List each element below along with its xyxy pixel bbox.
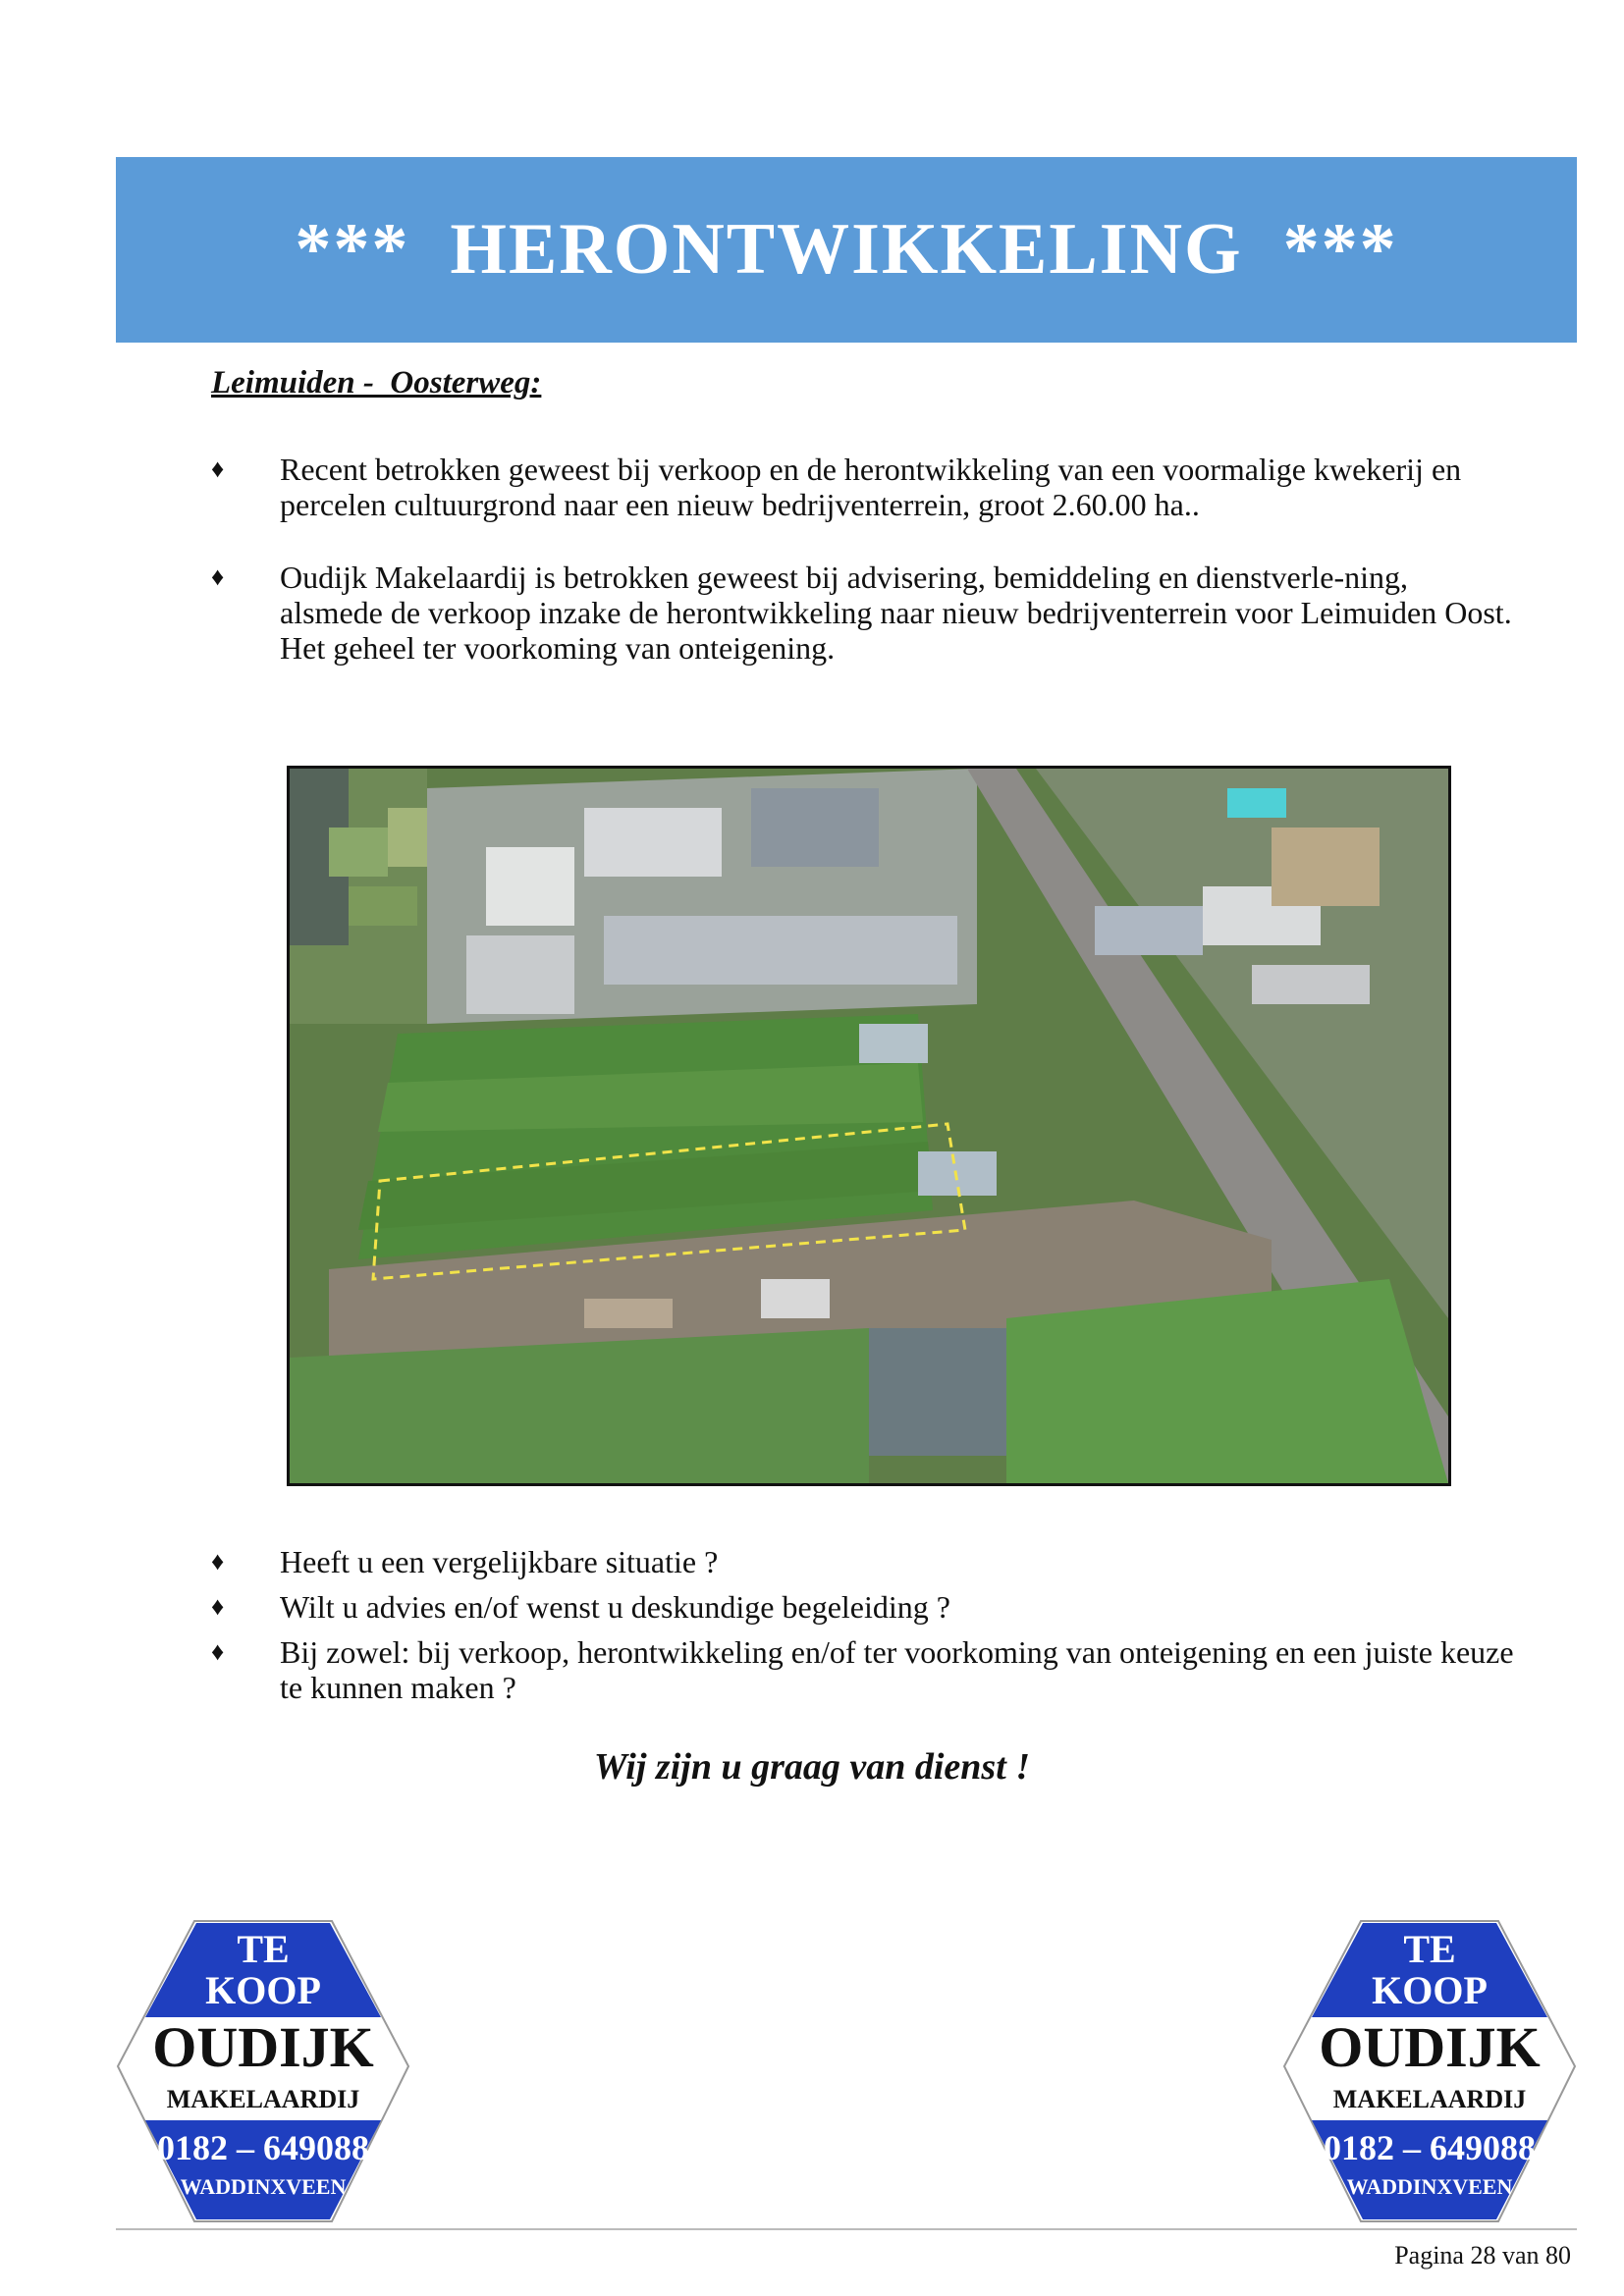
logo-line2: KOOP [1372, 1968, 1488, 2012]
title-banner [116, 157, 1577, 343]
logo-name: OUDIJK [1319, 2015, 1541, 2079]
logo-name: OUDIJK [152, 2015, 374, 2079]
list-item: ♦ Wilt u advies en/of wenst u deskundige begeleiding ? [211, 1589, 950, 1625]
diamond-bullet-icon: ♦ [211, 1592, 225, 1621]
logo-city: WADDINXVEEN [180, 2174, 347, 2199]
logo-line1: TE [1403, 1927, 1456, 1971]
list-item: ♦ Heeft u een vergelijkbare situatie ? [211, 1544, 719, 1579]
logo-line1: TE [237, 1927, 290, 1971]
diamond-bullet-icon: ♦ [211, 454, 225, 483]
logo-sub: MAKELAARDIJ [1332, 2085, 1527, 2113]
logo-phone: 0182 – 649088 [157, 2128, 369, 2167]
aerial-photo [287, 766, 1451, 1486]
oudijk-logo-left [116, 1919, 410, 2223]
diamond-bullet-icon: ♦ [211, 1637, 225, 1666]
diamond-bullet-icon: ♦ [211, 1547, 225, 1575]
diamond-bullet-icon: ♦ [211, 562, 225, 591]
question-bullet-list [211, 1544, 1517, 1715]
footer-divider [116, 2228, 1577, 2230]
logo-line2: KOOP [205, 1968, 321, 2012]
list-item: ♦ Bij zowel: bij verkoop, herontwikkeling en/of ter voorkoming van onteigening en een juiste keuze te kunnen maken ? [211, 1634, 1514, 1705]
page-number: Pagina 28 van 80 [1394, 2241, 1571, 2269]
closing-note: Het geheel ter voorkoming van onteigening. [280, 630, 836, 666]
logo-sub: MAKELAARDIJ [166, 2085, 360, 2113]
list-item: ♦ Oudijk Makelaardij is betrokken geweest bij advisering, bemiddeling en dienstverle-ning, alsmede de verkoop inzake de herontwikkeling naar nieuw bedrijventerrein voor Leimuiden Oost. Het geheel ter voorkoming van onteigening. [211, 560, 1512, 666]
location-heading: Leimuiden - Oosterweg: [211, 365, 542, 400]
list-item: ♦ Recent betrokken geweest bij verkoop en de herontwikkeling van een voormalige kwekerij en percelen cultuurgrond naar een nieuw bedrijventerrein, groot 2.60.00 ha.. [211, 452, 1462, 522]
page-title: *** HERONTWIKKELING *** [295, 209, 1398, 290]
intro-bullet-list [211, 452, 1517, 703]
slogan: Wij zijn u graag van dienst ! [593, 1746, 1031, 1788]
oudijk-logo-right [1282, 1919, 1577, 2223]
logo-city: WADDINXVEEN [1346, 2174, 1513, 2199]
logo-phone: 0182 – 649088 [1324, 2128, 1536, 2167]
